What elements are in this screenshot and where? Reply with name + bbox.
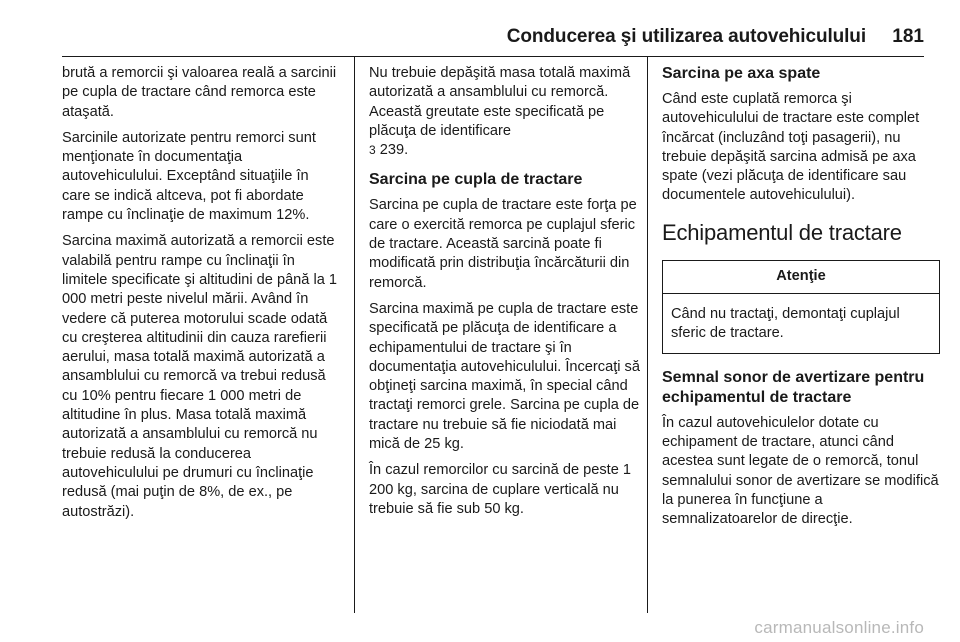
page-number: 181 [892,26,924,47]
section-heading: Sarcina pe axa spate [662,65,821,82]
running-header-title: Conducerea şi utilizarea autovehiculului [506,26,866,47]
text-column-middle [369,64,647,526]
section-heading: Sarcina pe cupla de tractare [369,171,583,189]
notice-text: Când nu tractaţi, demontaţi cuplajul sferic de tractare. [671,306,900,342]
warning-notice-box [662,260,940,354]
paragraph: În cazul autovehiculelor dotate cu echipament de tractare, atunci când acestea sunt legate de o remorcă, tonul semnalului sonor de avertizare se modifică la punerea în funcţiune a semnalizatoarelor de direcţie. [662,414,939,528]
paragraph: Sarcina maximă pe cupla de tractare este specificată pe plăcuţa de identificare a echipamentului de tractare şi în documentaţia autovehiculului. Încercaţi să obţineţi sarcina maximă, în special când tractaţi remorci grele. Sarcina pe cupla de tractare nu trebuie să fie niciodată mai mică de 25 kg. [369,300,640,453]
paragraph: Sarcina maximă autorizată a remorcii este valabilă pentru rampe cu înclinaţii în limitele specificate şi altitudini de până la 1 000 metri peste nivelul mării. Având în vedere că puterea motorului scade odată cu creşterea altitudinii din cauza rarefierii aerului, masa totală maximă autorizată a ansamblului cu remorcă va trebui redusă cu 10% pentru fiecare 1 000 metri de altitudine în plus. Masa totală maximă autorizată a ansamblului cu remorcă nu trebuie redusă la conducerea autovehiculului pe drumuri cu înclinaţie redusă (mai puţin de 8%, de ex., pe autostrăzi). [62,233,338,520]
text-column-left [62,64,340,529]
paragraph: În cazul remorcilor cu sarcină de peste 1 200 kg, sarcina de cuplare verticală nu trebuie să fie sub 50 kg. [369,462,631,517]
section-heading: Semnal sonor de avertizare pentru echipamentul de tractare [662,368,925,406]
notice-title: Atenţie [663,261,939,294]
paragraph: brută a remorcii şi valoarea reală a sarcinii pe cupla de tractare când remorca este ataşată. [62,65,337,120]
paragraph: Când este cuplată remorca şi autovehiculului de tractare este complet încărcat (incluzând toţi pasagerii), nu trebuie depăşită sarcina admisă pe axa spate (vezi plăcuţa de identificare sau documentele autovehiculului). [662,91,920,204]
cross-reference-arrow-icon: 3 [369,143,376,158]
column-divider [354,57,355,613]
cross-reference-link[interactable]: 239. [379,142,409,159]
chapter-heading: Echipamentul de tractare [662,219,902,245]
paragraph: Sarcina pe cupla de tractare este forţa pe care o exercită remorca pe cuplajul sferic de tractare. Această sarcină poate fi modificată prin distribuţia încărcăturii din remorcă. [369,197,637,291]
column-divider [647,57,648,613]
paragraph: Sarcinile autorizate pentru remorci sunt menţionate în documentaţia autovehiculului. Exceptând situaţiile în care se indică altceva, pot fi abordate rampe cu înclinaţie de maximum 12%. [62,129,316,224]
paragraph-text: Nu trebuie depăşită masa totală maximă autorizată a ansamblului cu remorcă. Această greutate este specificată pe plăcuţa de identificare [369,65,631,139]
page-header [62,26,924,52]
header-rule [62,56,924,57]
watermark: carmanualsonline.info [754,618,924,637]
text-column-right [662,64,940,536]
paragraph [369,64,647,160]
